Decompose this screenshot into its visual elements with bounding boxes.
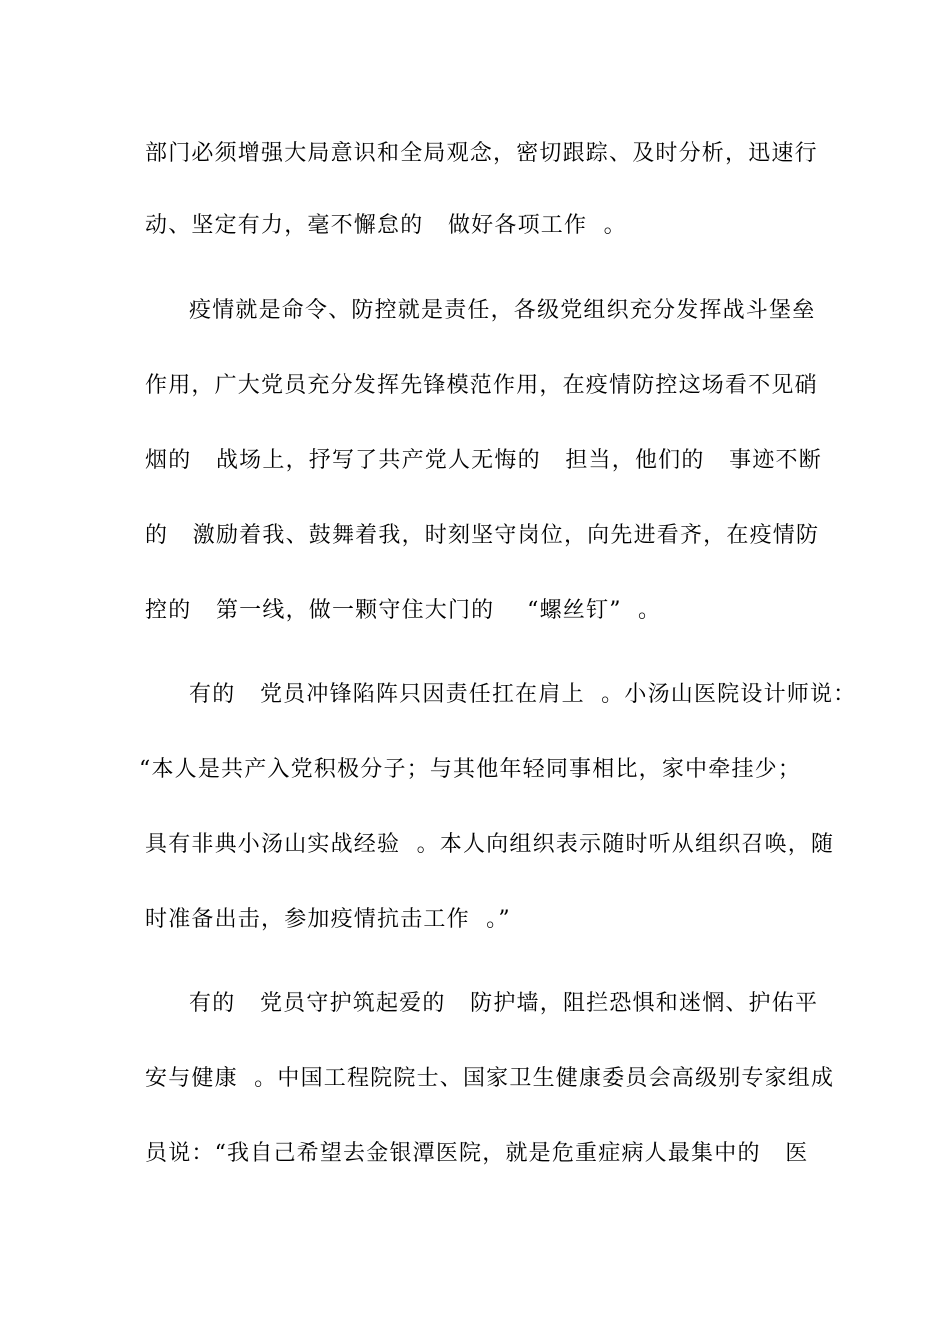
text-line: 时准备出击，参加疫情抗击工作 。” [145, 907, 511, 932]
paragraph-start-line: 有的 党员守护筑起爱的 防护墙，阻拦恐惧和迷惘、护佑平 [189, 991, 819, 1016]
text-line: “本人是共产入党积极分子；与其他年轻同事相比，家中牵挂少； [139, 757, 802, 782]
text-line: 烟的 战场上，抒写了共产党人无悔的 担当，他们的 事迹不断 [145, 448, 822, 473]
text-line: 控的 第一线，做一颗守住大门的 “螺丝钉” 。 [145, 598, 662, 623]
text-line: 部门必须增强大局意识和全局观念，密切跟踪、及时分析，迅速行 [145, 141, 818, 166]
text-line: 动、坚定有力，毫不懈怠的 做好各项工作 。 [145, 213, 627, 238]
text-line: 具有非典小汤山实战经验 。本人向组织表示随时听从组织召唤，随 [145, 832, 835, 857]
text-line: 的 激励着我、鼓舞着我，时刻坚守岗位，向先进看齐，在疫情防 [145, 523, 820, 548]
text-line: 安与健康 。中国工程院院士、国家卫生健康委员会高级别专家组成 [145, 1066, 835, 1091]
text-line: 作用，广大党员充分发挥先锋模范作用，在疫情防控这场看不见硝 [145, 373, 818, 398]
text-line: 员说：“我自己希望去金银潭医院，就是危重症病人最集中的 医 [145, 1141, 809, 1166]
paragraph-start-line: 有的 党员冲锋陷阵只因责任扛在肩上 。小汤山医院设计师说： [189, 682, 857, 707]
paragraph-start-line: 疫情就是命令、防控就是责任，各级党组织充分发挥战斗堡垒 [189, 298, 816, 323]
